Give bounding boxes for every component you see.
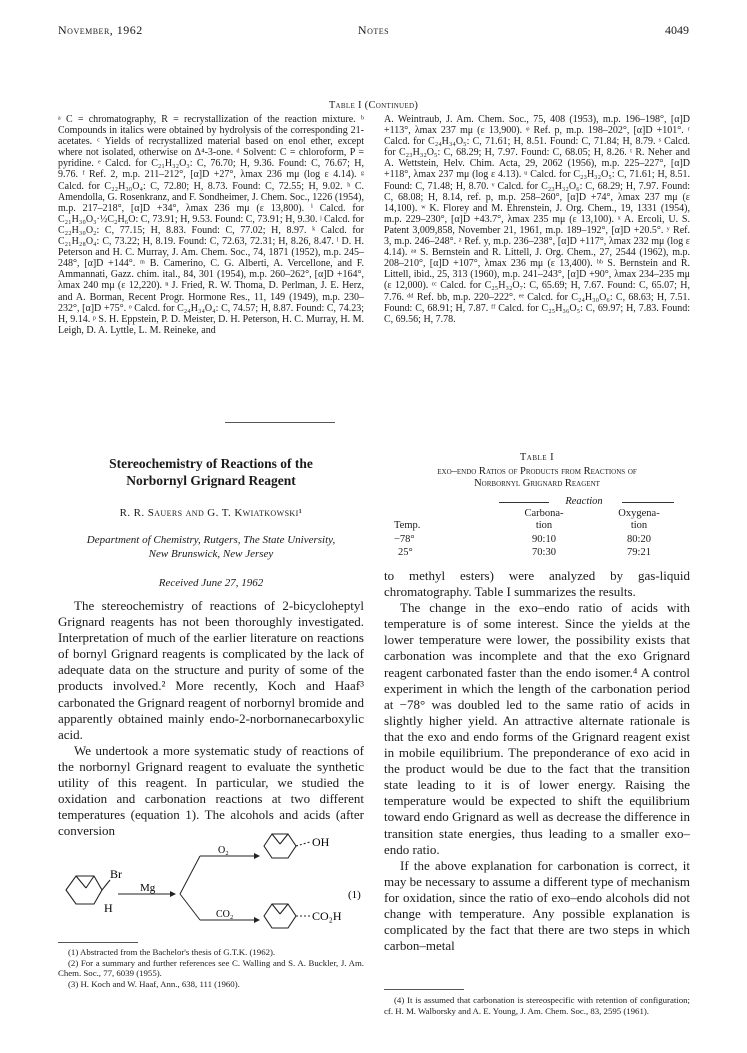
mg-label: Mg [140, 882, 156, 894]
body-right-paragraph-1: to methyl esters) were analyzed by gas-liquid chromatography. Table I summarizes the results. [384, 568, 690, 600]
table-1-subtitle [384, 466, 690, 490]
norbornyl-bromide-structure [66, 876, 110, 904]
footnote-3: (3) H. Koch and W. Haaf, Ann., 638, 111 (1960). [68, 978, 240, 989]
footnote-4: (4) It is assumed that carbonation is stereospecific with retention of configuration; cf. H. M. Walborsky and A. E. Young, J. Am. Chem. Soc., 83, 2595 (1961). [384, 995, 690, 1016]
table-footnotes-left [58, 114, 364, 336]
body-left-column [58, 598, 364, 839]
hydroxyl-label: OH [312, 835, 330, 849]
article-title [58, 455, 364, 489]
affiliation-line-1: Department of Chemistry, Rutgers, The State University, [86, 534, 336, 546]
body-right-column [384, 568, 690, 954]
table-1-grid [384, 496, 690, 566]
co2-arrow-head [254, 917, 260, 923]
section-divider [225, 422, 335, 423]
co2-label: CO₂ [216, 909, 234, 920]
header-page-number: 4049 [665, 23, 689, 37]
table-footnotes-left-text: ᵃ C = chromatography, R = recrystallization of the reaction mixture. ᵇ Compounds in italics were obtained by hydrolysis of the corresponding 21-acetates. ᶜ Yields of recrystallized material based on enol ether, except where not isolated, otherwise on Δ⁴-3-one. ᵈ Solvent: C = chloroform, P = pyridine. ᵉ Calcd. for C₂₁H₃₂O₃: C, 76.70; H, 9.36. Found: C, 76.67; H, 9.76. ᶠ Ref. 2, m.p. 211–212°, [α]D +27°, λmax 236 mμ (log ε 4.14). ᵍ Calcd. for C₂₂H₃₀O₄: C, 72.80; H, 8.73. Found: C, 72.55; H, 9.02. ʰ C. Amendolla, G. Rosenkranz, and F. Sondheimer, J. Chem. Soc., 1226 (1954), m.p. 217–218°, [α]D +34°, λmax 236 mμ (ε 13,800). ⁱ Calcd. for C₂₁H₃₀O₃·½C₂H₆O: C, 73.91; H, 9.53. Found: C, 73.91; H, 9.30. ʲ Calcd. for C₂₂H₃₀O₂: C, 77.15; H, 8.83. Found: C, 77.02; H, 8.97. ᵏ Calcd. for C₂₁H₂₈O₄: C, 73.22; H, 8.19. Found: C, 72.63, 72.31; H, 8.26, 8.47. ˡ D. H. Peterson and H. C. Murray, J. Am. Chem. Soc., 74, 1871 (1952), m.p. 245–248°, [α]D +144°. ᵐ B. Camerino, C. G. Alberti, A. Vercellone, and F. Ammannati, Gazz. chim. ital., 84, 301 (1954), m.p. 260–262°, [α]D +164°, λmax 240 mμ (ε 12,220). ⁿ J. Fried, R. W. Thoma, D. Perlman, J. E. Herz, and A. Borman, Recent Progr. Hormone Res., 11, 149 (1949), m.p. 230–232°, [α]D +75°. ᵒ Calcd. for C₂₄H₃₄O₄: C, 74.57; H, 8.87. Found: C, 74.23; H, 9.14. ᵖ S. H. Eppstein, P. D. Meister, D. H. Peterson, H. C. Murray, H. M. Leigh, D. A. Lyttle, L. M. Reineke, and [58, 114, 364, 336]
col-header-oxygenation-2: tion [630, 520, 648, 531]
table-footnotes-right-text: A. Weintraub, J. Am. Chem. Soc., 75, 408 (1953), m.p. 196–198°, [α]D +113°, λmax 237 mμ (ε 13,900). ᵠ Ref. p, m.p. 198–202°, [α]D +101°. ʳ Calcd. for C₂₄H₃₄O₅: C, 71.61; H, 8.51. Found: C, 71.84; H, 8.79. ˢ Calcd. for C₂₃H₃₂O₅: C, 68.29; H, 7.97. Found: C, 68.05; H, 8.26. ᵗ R. Neher and A. Wettstein, Helv. Chim. Acta, 29, 2062 (1956), m.p. 225–227°, [α]D +118°, λmax 237 mμ (log ε 4.13). ᵘ Calcd. for C₂₃H₃₂O₅: C, 71.61; H, 8.51. Found: C, 71.48; H, 8.70. ᵛ Calcd. for C₂₃H₃₂O₆: C, 68.29; H, 7.97. Found: C, 68.08; H, 8.14, ref. p, m.p. 258–260°, [α]D +74°, λmax 237 mμ (ε 14,100). ʷ K. Florey and M. Ehrenstein, J. Org. Chem., 19, 1331 (1954), m.p. 229–230°, [α]D +43.7°, λmax 235 mμ (ε 13,100). ˣ A. Ercoli, U. S. Patent 3,009,858, November 21, 1961, m.p. 189–192°, [α]D +20.5°. ʸ Ref. 3, m.p. 246–248°. ᶻ Ref. y, m.p. 236–238°, [α]D +117°, λmax 232 mμ (log ε 4.14). ᵃᵃ S. Bernstein and R. Littell, J. Org. Chem., 27, 2544 (1962), m.p. 208–210°, [α]D +107°, λmax 236 mμ (ε 13,400). ᵇᵇ S. Bernstein and R. Littell, ibid., 25, 313 (1960), m.p. 241–243°, [α]D +90°, λmax 234–235 mμ (ε 12,000). ᶜᶜ Calcd. for C₂₅H₃₂O₇: C, 65.69; H, 7.67. Found: C, 65.07; H, 7.76. ᵈᵈ Ref. bb, m.p. 220–222°. ᵉᵉ Calcd. for C₂₄H₃₀O₆: C, 68.63; H, 7.51. Found: C, 68.91; H, 7.87. ᶠᶠ Calcd. for C₂₅H₃₆O₅: C, 69.97; H, 7.83. Found: C, 69.56; H, 7.78. [384, 114, 690, 325]
mg-arrow-head [170, 891, 176, 897]
affiliation-line-2: New Brunswick, New Jersey [148, 548, 274, 560]
body-paragraph-2: We undertook a more systematic study of reactions of the norbornyl Grignard reagent to evaluate the synthetic utility of this reagent. In particular, we studied the oxidation and carbonation reactions at two different temperatures (equation 1). The alcohols and acids (after conversion [58, 742, 364, 839]
table-1 [384, 452, 690, 566]
footnote-rule-left [58, 942, 138, 943]
col-header-carbonation-1: Carbona- [524, 508, 564, 519]
row-1-temp: −78° [394, 534, 415, 545]
row-1-oxygenation: 80:20 [627, 534, 651, 545]
branch-up [180, 856, 200, 894]
table-1-reaction-header: Reaction [565, 496, 603, 507]
footnotes-right [384, 995, 690, 1016]
table-footnotes-right [384, 114, 690, 325]
body-paragraph-1: The stereochemistry of reactions of 2-bicycloheptyl Grignard reagents has not been thoroughly investigated. Interpretation of much of the earlier literature on reactions of bornyl Grignard reagents is complicated by the lack of adequate data on the structure and purity of some of the products involved.² More recently, Koch and Haaf³ carbonated the Grignard reagent of norbornyl bromide and apparently obtained mainly endo-2-norbornanecarboxylic acid. [58, 598, 364, 742]
bromine-label: Br [110, 867, 122, 881]
article-authors: R. R. Sauers and G. T. Kwiatkowski¹ [119, 507, 303, 519]
hydrogen-label: H [104, 901, 113, 915]
article-title-line-1: Stereochemistry of Reactions of the [109, 456, 313, 471]
footnotes-left [58, 947, 364, 989]
norbornanol-structure [264, 834, 310, 858]
row-2-carbonation: 70:30 [532, 547, 556, 558]
footnote-rule-right [384, 989, 464, 990]
body-right-paragraph-2: The change in the exo–endo ratio of acids with temperature is of some interest. Since the yields at the lower temperature were lower, the possibility exists that carbonation was incomplete and that the exo Grignard reagent carbonated faster than the endo isomer.⁴ A control experiment in which the length of the carbonation period at −78° was doubled led to the same ratio of acids in slightly higher yield. An attractive alternate rationale is that the exo and endo forms of the Grignard reagent exist in mobile equilibrium. The preponderance of exo acid in the product would be due to the fact that the transition state leading to it is of lower energy. Raising the temperature would be expected to shift the equilibrium toward endo Grignard as well as decrease the difference in transition state energies, thus leading to a smaller exo–endo ratio. [384, 600, 690, 857]
col-header-carbonation-2: tion [535, 520, 553, 531]
o2-label: O₂ [218, 845, 229, 856]
reaction-rule-right [622, 502, 674, 503]
carboxyl-label: CO₂H [312, 909, 342, 923]
article-affiliation [58, 533, 364, 561]
received-date: Received June 27, 1962 [158, 577, 264, 589]
header-section: Notes [357, 23, 390, 37]
article-title-line-2: Norbornyl Grignard Reagent [126, 473, 296, 488]
table-1-subtitle-line-2: Norbornyl Grignard Reagent [474, 478, 600, 489]
row-1-carbonation: 90:10 [532, 534, 556, 545]
o2-arrow-head [254, 853, 260, 859]
table-continued-caption: Table I (Continued) [328, 100, 419, 111]
running-header [58, 23, 689, 41]
row-2-oxygenation: 79:21 [627, 547, 651, 558]
header-date: November, 1962 [58, 23, 143, 37]
col-header-temp: Temp. [394, 520, 421, 531]
table-1-subtitle-line-1: exo–endo Ratios of Products from Reactions of [437, 466, 637, 477]
reaction-scheme-equation-1 [58, 820, 364, 930]
table-1-title: Table I [519, 452, 555, 463]
footnote-2: (2) For a summary and further references see C. Walling and S. A. Buckler, J. Am. Chem. Soc., 77, 6039 (1955). [58, 957, 364, 979]
branch-down [180, 894, 200, 920]
footnote-1: (1) Abstracted from the Bachelor's thesis of G.T.K. (1962). [68, 947, 276, 957]
body-right-paragraph-3: If the above explanation for carbonation is correct, it may be necessary to assume a different type of mechanism for oxidation, since the ratio of exo–endo alcohols did not change with temperature. Any possible explanation is complicated by the fact that there are two steps in which carbon–metal [384, 857, 690, 954]
norbornanecarboxylic-acid-structure [264, 904, 310, 928]
col-header-oxygenation-1: Oxygena- [618, 508, 660, 519]
row-2-temp: 25° [398, 547, 413, 558]
equation-number: (1) [348, 889, 361, 901]
